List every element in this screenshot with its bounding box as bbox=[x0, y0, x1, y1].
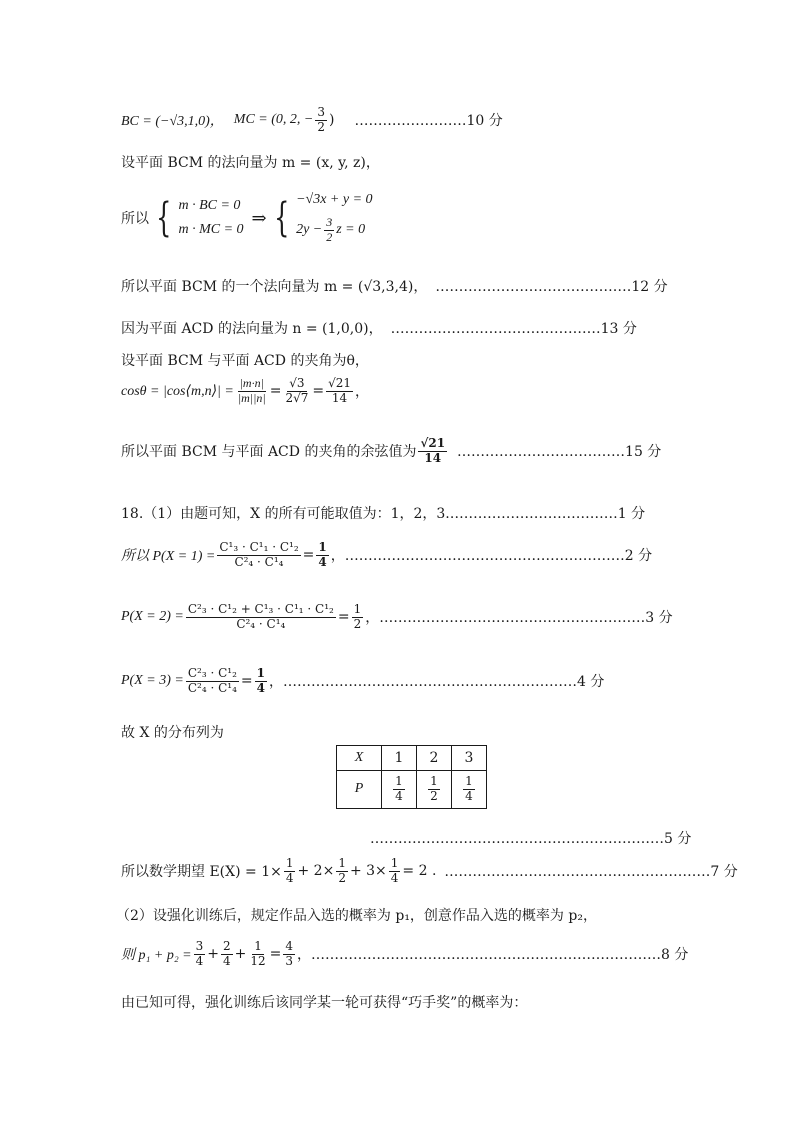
p1-value: $\frac{1}{4}$ bbox=[318, 540, 327, 569]
fraction-mn: $\frac{|m\cdot n|}{|m||n|}$ bbox=[237, 376, 266, 405]
line-table-score bbox=[370, 828, 691, 848]
line-dist-caption bbox=[121, 722, 224, 742]
line-angle-def bbox=[121, 350, 369, 370]
table-cell: 1 bbox=[382, 746, 417, 771]
p1-fraction: $\frac{\text{C¹₃ · C¹₁ · C¹₂}}{\text{C²₄ · C¹₄}}$ bbox=[219, 540, 299, 569]
so-label: 所以 bbox=[121, 211, 149, 228]
p2-fraction: $\frac{\text{C²₃ · C¹₂ + C¹₃ · C¹₁ · C¹₂}}{\text{C²₄ · C¹₄}}$ bbox=[187, 602, 334, 631]
score-1: ………………………………1 分 bbox=[449, 506, 646, 522]
fraction-answer: $\frac{√21}{14}$ bbox=[420, 436, 446, 465]
line-q18-1 bbox=[121, 503, 645, 523]
normal-bcm-text: 所以平面 BCM 的一个法向量为 m = (√3,3,4)， bbox=[121, 279, 428, 295]
mc-vector-expr: MC = (0, 2, − bbox=[233, 112, 314, 128]
p3-label: P(X = 3) = bbox=[121, 673, 184, 689]
line-cos: cosθ = |cos⟨m,n⟩| = $\frac{|m\cdot n|}{|m||n|}$ = $\frac{√3}{2√7}$ = $\frac{√21}{14}$ ， bbox=[121, 376, 370, 405]
angle-def-text: 设平面 BCM 与平面 ACD 的夹角为θ， bbox=[121, 353, 369, 369]
system-right: −√3x + y = 0 2y − $\frac{3}{2}$ z = 0 bbox=[296, 192, 373, 244]
table-cell: 3 bbox=[452, 746, 487, 771]
line-q18-2 bbox=[116, 905, 597, 925]
normal-vector-text: 设平面 BCM 的法向量为 m = (x, y, z)， bbox=[121, 155, 380, 171]
table-cell: $\frac{1}{2}$ bbox=[417, 771, 452, 809]
line-expectation: 所以数学期望 E(X) = 1× $\frac{1}{4}$ + 2× $\frac{1}{2}$ + 3× $\frac{1}{4}$ = 2 . …………………………………………………7 分 bbox=[121, 856, 738, 885]
cos-expr: cosθ = |cos⟨m,n⟩| = bbox=[121, 383, 234, 399]
p1-label: 所以 P(X = 1) = bbox=[121, 549, 216, 565]
line-normal-vector-def bbox=[121, 152, 380, 172]
score-12: ……………………………………12 分 bbox=[435, 279, 668, 295]
score-3: ，…………………………………………………3 分 bbox=[365, 610, 673, 627]
p3-fraction: $\frac{\text{C²₃ · C¹₂}}{\text{C²₄ · C¹₄}}$ bbox=[187, 666, 237, 695]
distribution-table bbox=[336, 745, 487, 809]
dist-caption: 故 X 的分布列为 bbox=[121, 725, 224, 741]
line-p1-p2: 则 p₁ + p₂ = $\frac{3}{4}$ + $\frac{2}{4}$ + $\frac{1}{12}$ = $\frac{4}{3}$ ，…………………………………………………………………8 分 bbox=[121, 939, 689, 968]
score-7: …………………………………………………7 分 bbox=[444, 864, 738, 881]
line-last bbox=[121, 992, 527, 1012]
p-sum-label: 则 p₁ + p₂ = bbox=[121, 948, 192, 964]
fraction-3-2: $\frac{3}{2}$ bbox=[317, 105, 325, 134]
fraction-sqrt3: $\frac{√3}{2√7}$ bbox=[285, 376, 309, 405]
p2-label: P(X = 2) = bbox=[121, 609, 184, 625]
score-10: ……………………10 分 bbox=[354, 113, 503, 130]
line-p2: P(X = 2) = $\frac{\text{C²₃ · C¹₂ + C¹₃ · C¹₁ · C¹₂}}{\text{C²₄ · C¹₄}}$ = $\frac{1}{2}$ ，…………………………………………………3 分 bbox=[121, 602, 673, 631]
table-cell: 2 bbox=[417, 746, 452, 771]
table-cell: $\frac{1}{4}$ bbox=[452, 771, 487, 809]
score-2: ，……………………………………………………2 分 bbox=[330, 548, 653, 565]
table-cell: X bbox=[337, 746, 382, 771]
expectation-label: 所以数学期望 E(X) = 1× bbox=[121, 864, 282, 881]
score-8: ，…………………………………………………………………8 分 bbox=[297, 947, 689, 964]
bc-vector-expr: BC = (−√3,1,0)， bbox=[121, 114, 224, 130]
p3-value: $\frac{1}{4}$ bbox=[256, 666, 265, 695]
system-left: m · BC = 0 m · MC = 0 bbox=[178, 198, 244, 238]
line-cos-value bbox=[121, 437, 661, 466]
score-15: ………………………………15 分 bbox=[457, 444, 662, 461]
table-row bbox=[337, 771, 487, 809]
line-normal-bcm bbox=[121, 276, 668, 296]
line-p1: 所以 P(X = 1) = $\frac{\text{C¹₃ · C¹₁ · C¹₂}}{\text{C²₄ · C¹₄}}$ = $\frac{1}{4}$ ，……………………………………………………2 分 bbox=[121, 540, 653, 569]
table-row bbox=[337, 746, 487, 771]
p2-value: $\frac{1}{2}$ bbox=[353, 602, 362, 631]
table-cell: P bbox=[337, 771, 382, 809]
cos-value-text: 所以平面 BCM 与平面 ACD 的夹角的余弦值为 bbox=[121, 444, 417, 461]
normal-acd-text: 因为平面 ACD 的法向量为 n = (1,0,0)， bbox=[121, 321, 383, 337]
line-bc-mc: BC = (−√3,1,0)， MC = (0, 2, − $\frac{3}{2}$ ) ……………………10 分 bbox=[121, 105, 503, 134]
q18-intro: 18.（1）由题可知，X 的所有可能取值为：1，2，3. bbox=[121, 506, 450, 522]
line-p3: P(X = 3) = $\frac{\text{C²₃ · C¹₂}}{\text{C²₄ · C¹₄}}$ = $\frac{1}{4}$ ，………………………………………………………4 分 bbox=[121, 666, 605, 695]
line-normal-acd bbox=[121, 318, 637, 338]
table-cell: $\frac{1}{4}$ bbox=[382, 771, 417, 809]
fraction-sqrt21: $\frac{√21}{14}$ bbox=[328, 376, 352, 405]
final-text: 由已知可得，强化训练后该同学某一轮可获得“巧手奖”的概率为： bbox=[121, 995, 528, 1011]
implies-arrow: ⇒ bbox=[251, 207, 267, 229]
score-13: ………………………………………13 分 bbox=[390, 321, 637, 337]
score-5: ………………………………………………………5 分 bbox=[370, 831, 692, 847]
q18-part2-text: （2）设强化训练后，规定作品入选的概率为 p₁，创意作品入选的概率为 p₂， bbox=[116, 908, 597, 924]
line-system: 所以 { m · BC = 0 m · MC = 0 ⇒ { −√3x + y = 0 2y − $\frac{3}{2}$ z = 0 bbox=[121, 192, 373, 244]
score-4: ，………………………………………………………4 分 bbox=[268, 674, 605, 691]
